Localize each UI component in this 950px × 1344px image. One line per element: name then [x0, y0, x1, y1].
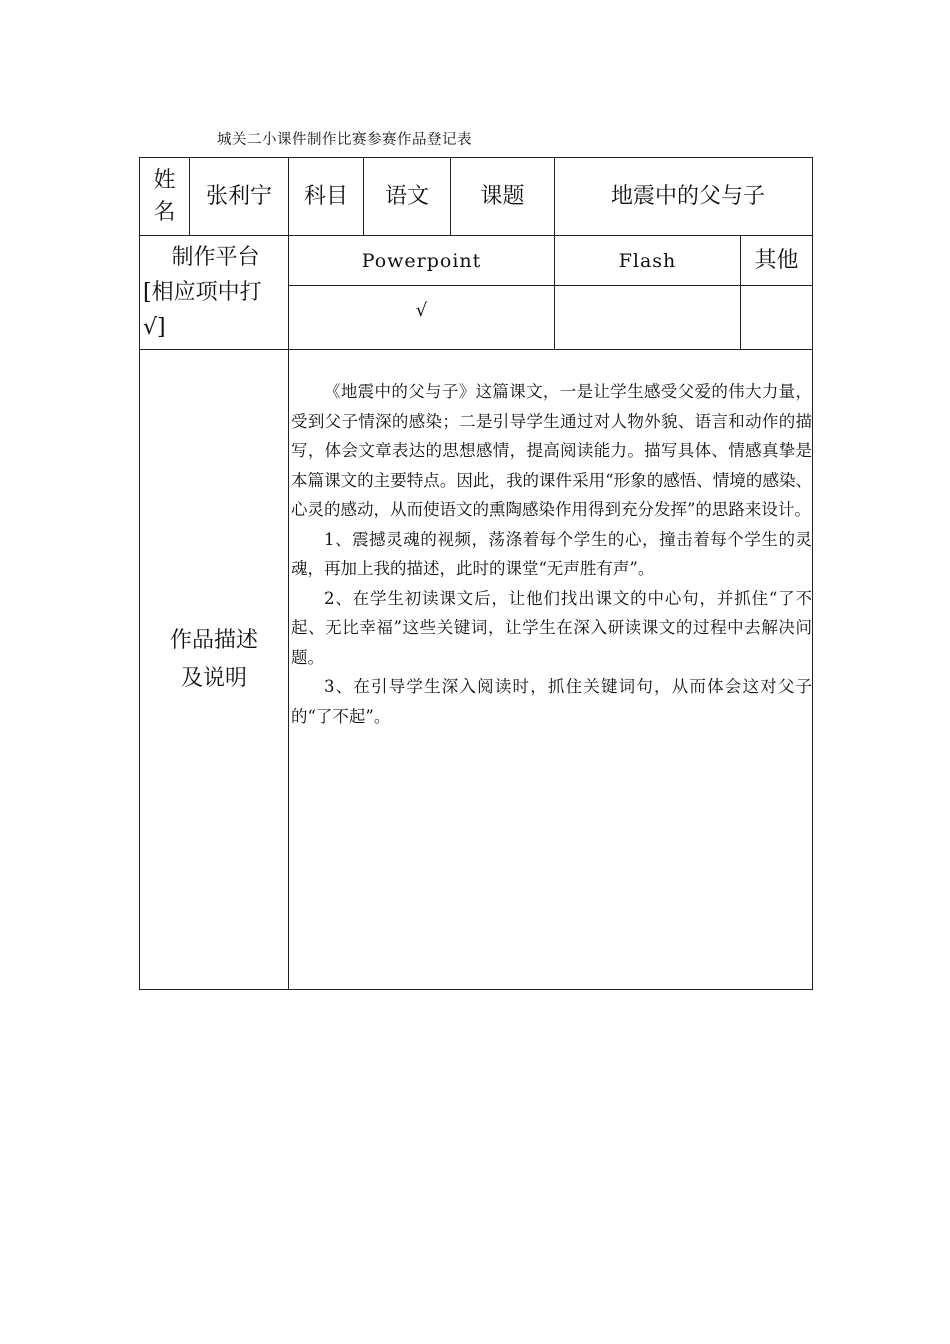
- document-title: 城关二小课件制作比赛参赛作品登记表: [217, 132, 472, 148]
- platform-label-line2: [相应项中打: [143, 280, 262, 305]
- description-body: [289, 350, 812, 731]
- subject-value: 语文: [364, 158, 451, 236]
- header-row: [140, 158, 813, 236]
- other-checkmark: [741, 286, 813, 350]
- name-label-cell: [140, 158, 190, 236]
- name-label-line1: 姓: [153, 167, 176, 193]
- description-paragraph: 2、在学生初读课文后，让他们找出课文的中心句，并抓住“了不起、无比幸福”这些关键词，让学生在深入研读课文的过程中去解决问题。: [291, 588, 813, 667]
- platform-option-other: 其他: [741, 236, 813, 286]
- platform-options-row: [140, 236, 813, 286]
- name-value: 张利宁: [190, 158, 289, 236]
- description-paragraph: 1、震撼灵魂的视频，荡涤着每个学生的心，撞击着每个学生的灵魂，再加上我的描述，此时的课堂“无声胜有声”。: [291, 529, 813, 578]
- description-content-cell: [289, 350, 813, 990]
- platform-option-flash: Flash: [555, 236, 741, 286]
- description-label-line2: 及说明: [180, 665, 247, 691]
- subject-label: 科目: [289, 158, 364, 236]
- platform-label-cell: [140, 236, 289, 350]
- description-label-line1: 作品描述: [169, 627, 258, 653]
- registration-form-table: [139, 157, 813, 990]
- flash-checkmark: [555, 286, 741, 350]
- topic-value: 地震中的父与子: [555, 158, 813, 236]
- description-row: [140, 350, 813, 990]
- powerpoint-checkmark: √: [289, 286, 555, 350]
- platform-option-powerpoint: Powerpoint: [289, 236, 555, 286]
- platform-label-line3: √]: [143, 315, 166, 340]
- description-paragraph: 3、在引导学生深入阅读时，抓住关键词句，从而体会这对父子的“了不起”。: [291, 677, 813, 726]
- platform-label-line1: 制作平台: [171, 245, 260, 270]
- name-label-line2: 名: [153, 199, 176, 225]
- topic-label: 课题: [451, 158, 555, 236]
- description-paragraph: 《地震中的父与子》这篇课文，一是让学生感受父爱的伟大力量，受到父子情深的感染；二是引导学生通过对人物外貌、语言和动作的描写，体会文章表达的思想感情，提高阅读能力。描写具体、情感真挚是本篇课文的主要特点。因此，我的课件采用“形象的感悟、情境的感染、心灵的感动，从而使语文的熏陶感染作用得到充分发挥”的思路来设计。: [291, 382, 813, 519]
- description-label-cell: [140, 350, 289, 990]
